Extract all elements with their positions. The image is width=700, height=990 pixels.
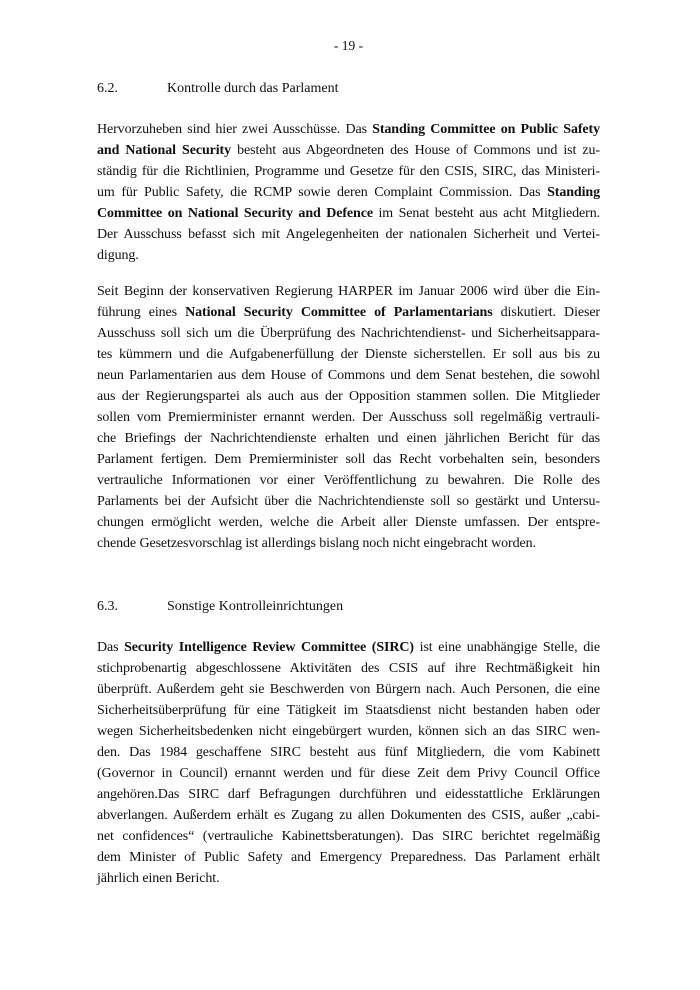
text-line [97,407,600,428]
text-line [97,826,600,847]
text-run: im Senat besteht aus acht Mitgliedern. [372,206,600,221]
text-line [97,140,600,161]
text-run: tes kümmern und die Aufgabenerfüllung der Dienste sicherstellen. Er soll aus bis zu [97,347,600,362]
paragraph [97,119,600,266]
text-run: führung eines [97,305,186,320]
text-run: den. Das 1984 geschaffene SIRC besteht aus fünf Mitgliedern, die vom Kabinett [97,745,600,760]
text-run: überprüft. Außerdem geht sie Beschwerden von Bürgern nach. Auch Personen, die eine [97,682,600,697]
section-number: 6.2. [97,81,118,96]
text-line [97,805,600,826]
text-run: Security Intelligence Review Committee (SIRC) [124,640,414,655]
text-run: National Security Committee of Parlamentarians [185,305,493,320]
text-run: um für Public Safety, die RCMP sowie deren Complaint Commission. Das [97,185,548,200]
text-run: ist eine unabhängige Stelle, die [414,640,601,655]
text-line [97,182,600,203]
paragraph [97,637,600,889]
text-run: neun Parlamentarien aus dem House of Commons und dem Senat bestehen, die sowohl [97,368,600,383]
text-line [97,700,600,721]
text-run: angehören.Das SIRC darf Befragungen durchführen und eidesstattliche Erklärungen [97,787,600,802]
text-line [97,224,600,245]
text-line [97,119,600,140]
text-line [97,203,600,224]
text-line [97,512,600,533]
text-run: besteht aus Abgeordneten des House of Commons und ist zu- [231,143,600,158]
text-run: Ausschuss soll sich um die Überprüfung des Nachrichtendienst- und Sicherheitsappara- [97,326,600,341]
text-line [97,533,600,554]
text-line [97,763,600,784]
text-line [97,637,600,658]
text-line [97,491,600,512]
text-line [97,344,600,365]
text-line [97,868,600,889]
page-number: - 19 - [333,38,364,53]
text-line [97,847,600,868]
text-run: digung. [97,248,139,263]
text-run: chungen ermöglicht werden, welche die Arbeit aller Dienste umfassen. Der entspre- [97,515,600,530]
text-run: che Briefings der Nachrichtendienste erhalten und einen jährlichen Bericht für das [97,431,600,446]
text-run: diskutiert. Dieser [492,305,600,320]
text-run: Das [97,640,125,655]
text-run: Sicherheitsüberprüfung für eine Tätigkeit im Staatsdienst nicht bestanden haben oder [97,703,600,718]
text-run: Der Ausschuss befasst sich mit Angelegenheiten der nationalen Sicherheit und Vertei- [97,227,600,242]
text-run: abverlangen. Außerdem erhält es Zugang zu allen Dokumenten des CSIS, außer „cabi- [97,808,600,823]
text-run: ständig für die Richtlinien, Programme und Gesetze für den CSIS, SIRC, das Ministeri- [97,164,600,179]
text-run: Standing Committee on Public Safety [372,122,600,137]
text-line [97,449,600,470]
text-run: Hervorzuheben sind hier zwei Ausschüsse. Das [97,122,373,137]
text-line [97,470,600,491]
text-run: wegen Sicherheitsbedenken nicht eingebürgert wurden, können sich an das SIRC wen- [97,724,600,739]
text-line [97,679,600,700]
text-line [97,721,600,742]
text-run: Standing [547,185,600,200]
text-line [97,245,600,266]
text-line [97,365,600,386]
text-run: chende Gesetzesvorschlag ist allerdings bislang noch nicht eingebracht worden. [97,536,536,551]
paragraph [97,281,600,554]
text-run: stichprobenartig abgeschlossene Aktivitäten des CSIS auf ihre Rechtmäßigkeit hin [97,661,600,676]
text-line [97,281,600,302]
text-line [97,658,600,679]
text-run: (Governor in Council) ernannt werden und für diese Zeit dem Privy Council Office [97,766,600,781]
section-title: Kontrolle durch das Parlament [167,81,339,96]
text-line [97,386,600,407]
text-run: net confidences“ (vertrauliche Kabinettsberatungen). Das SIRC berichtet regelmäßig [97,829,600,844]
text-run: Parlament fertigen. Dem Premierminister soll das Recht vorbehalten sein, besonders [97,452,600,467]
section-heading [97,80,600,97]
text-line [97,784,600,805]
page-body [97,80,600,889]
text-run: Seit Beginn der konservativen Regierung HARPER im Januar 2006 wird über die Ein- [97,284,600,299]
text-run: vertrauliche Informationen vor einer Veröffentlichung zu bewahren. Die Rolle des [97,473,600,488]
text-run: dem Minister of Public Safety and Emergency Preparedness. Das Parlament erhält [97,850,600,865]
text-line [97,323,600,344]
text-run: aus der Regierungspartei als auch aus der Opposition stammen sollen. Die Mitglieder [97,389,600,404]
text-line [97,428,600,449]
text-run: and National Security [97,143,232,158]
section-number: 6.3. [97,599,118,614]
section-title: Sonstige Kontrolleinrichtungen [167,599,344,614]
text-line [97,742,600,763]
text-run: Parlaments bei der Aufsicht über die Nachrichtendienste soll so gestärkt und Untersu- [97,494,600,509]
text-run: sollen vom Premierminister ernannt werden. Der Ausschuss soll regelmäßig vertrauli- [97,410,600,425]
section-heading [97,598,600,615]
text-run: Committee on National Security and Defence [97,206,373,221]
text-line [97,302,600,323]
text-run: jährlich einen Bericht. [97,871,220,886]
text-line [97,161,600,182]
